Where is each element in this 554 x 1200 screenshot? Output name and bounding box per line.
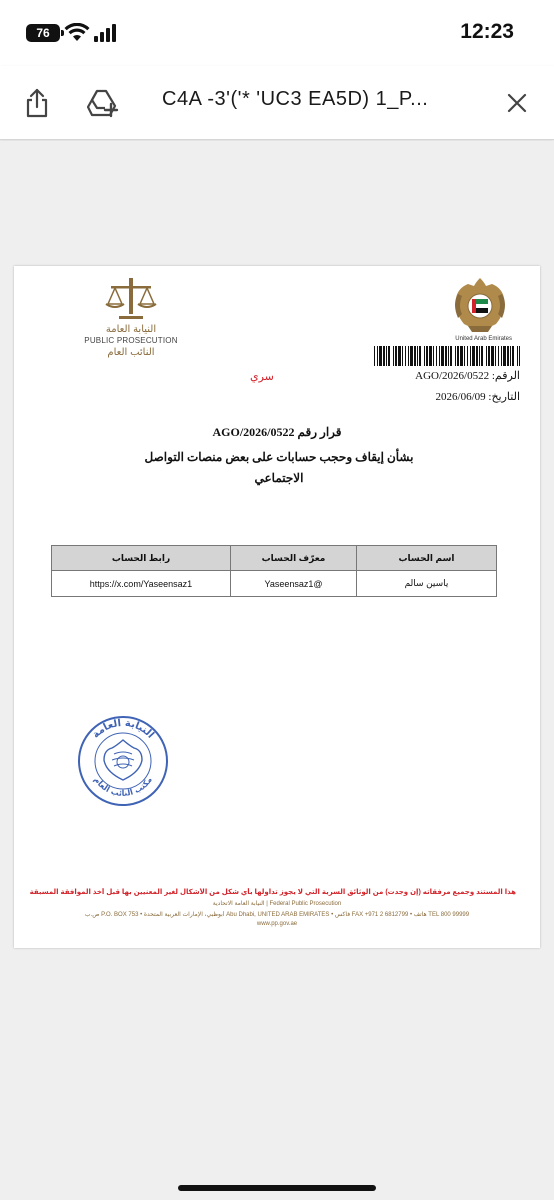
table-row xyxy=(52,571,497,597)
cellular-signal-icon xyxy=(94,24,116,42)
barcode-bar xyxy=(486,346,487,366)
barcode-bar xyxy=(503,346,506,366)
footer-contact: TEL 800 99999 هاتف • FAX +971 2 6812799 فاكس • Abu Dhabi, UNITED ARAB EMIRATES أبوظبي، الإمارات العربية المتحدة • P.O. BOX 753 ص.ب xyxy=(84,912,470,918)
date-line xyxy=(436,390,520,403)
document-page xyxy=(14,266,540,948)
barcode-bar xyxy=(414,346,416,366)
barcode-bar xyxy=(519,346,520,366)
barcode-bar xyxy=(491,346,494,366)
close-icon xyxy=(506,92,528,114)
viewer-toolbar xyxy=(0,66,554,140)
barcode-bar xyxy=(441,346,444,366)
barcode-bar xyxy=(498,346,499,366)
svg-text:مكتب النائب العام xyxy=(92,775,154,798)
barcode-bar xyxy=(455,346,456,366)
barcode-bar xyxy=(460,346,463,366)
reference-value: AGO/2026/0522 xyxy=(415,370,490,382)
barcode-bar xyxy=(426,346,428,366)
classification-label: سري xyxy=(250,371,274,383)
uae-emblem-icon xyxy=(450,274,510,336)
barcode-bar xyxy=(429,346,432,366)
barcode-bar xyxy=(393,346,394,366)
barcode-bar xyxy=(439,346,440,366)
public-prosecution-logo xyxy=(76,276,186,359)
official-stamp-icon xyxy=(76,714,170,808)
barcode-bar xyxy=(424,346,425,366)
barcode-bar xyxy=(501,346,502,366)
column-header-account-link: رابط الحساب xyxy=(52,546,231,571)
barcode-bar xyxy=(467,346,468,366)
decision-label: قرار رقم xyxy=(297,425,342,439)
barcode-bar xyxy=(417,346,418,366)
barcode-bar xyxy=(517,346,518,366)
barcode-bar xyxy=(410,346,413,366)
wifi-icon xyxy=(64,23,90,48)
barcode-bar xyxy=(379,346,382,366)
barcode-bar xyxy=(395,346,397,366)
add-to-drive-icon xyxy=(87,88,119,118)
logo-arabic-subtitle: النائب العام xyxy=(107,347,155,358)
status-bar xyxy=(0,0,554,66)
barcode-bar xyxy=(436,346,437,366)
barcode-bar xyxy=(388,346,390,366)
date-value: 2026/06/09 xyxy=(435,391,486,403)
barcode-bar xyxy=(472,346,475,366)
account-name-cell: ياسين سالم xyxy=(357,571,497,597)
stamp-bottom-text: مكتب النائب العام xyxy=(92,775,154,798)
logo-arabic-name: النيابة العامة xyxy=(105,324,157,335)
barcode-bar xyxy=(398,346,401,366)
reference-label: الرقم: xyxy=(491,370,520,382)
accounts-table xyxy=(51,545,497,597)
decision-subject: بشأن إيقاف وحجب حسابات على بعض منصات التواصل الاجتماعي xyxy=(144,450,414,485)
share-button[interactable] xyxy=(20,86,54,120)
barcode-bar xyxy=(377,346,378,366)
barcode-bar xyxy=(479,346,480,366)
barcode-bar xyxy=(405,346,406,366)
close-button[interactable] xyxy=(500,86,534,120)
footer-organization: Federal Public Prosecution | النيابة العامة الاتحادية xyxy=(212,901,342,907)
barcode-bar xyxy=(445,346,447,366)
barcode-bar xyxy=(495,346,496,366)
stamp-top-text: النيابة العامة xyxy=(90,717,156,741)
barcode-bar xyxy=(488,346,490,366)
barcode-bar xyxy=(476,346,478,366)
column-header-account-id: معرّف الحساب xyxy=(231,546,357,571)
decision-number: AGO/2026/0522 xyxy=(212,425,295,439)
barcode-bar xyxy=(408,346,409,366)
footer-website: www.pp.gov.ae xyxy=(256,921,298,927)
home-indicator[interactable] xyxy=(178,1185,376,1191)
add-to-drive-button[interactable] xyxy=(86,86,120,120)
barcode-bar xyxy=(433,346,434,366)
account-id-cell: @Yaseensaz1 xyxy=(231,571,357,597)
reference-number-line xyxy=(415,369,520,382)
barcode-bar xyxy=(464,346,465,366)
confidentiality-notice: هذا المستند وجميع مرفقاته (إن وجدت) من الوثائق السرية التي لا يجوز تداولها بأي شكل من الأشكال لغير المعنيين بها قبل أخذ الموافقة المسبقة xyxy=(29,889,516,896)
pdf-viewer-area[interactable] xyxy=(0,141,554,1200)
date-label: التاريخ: xyxy=(488,391,520,403)
battery-indicator: 76 xyxy=(26,24,60,42)
scales-of-justice-icon xyxy=(103,276,159,322)
document-barcode xyxy=(374,346,520,366)
barcode-bar xyxy=(470,346,471,366)
share-icon xyxy=(24,88,50,118)
emblem-caption: United Arab Emirates xyxy=(455,336,512,342)
column-header-account-name: اسم الحساب xyxy=(357,546,497,571)
barcode-bar xyxy=(374,346,375,366)
barcode-bar xyxy=(383,346,385,366)
account-link-cell: https://x.com/Yaseensaz1 xyxy=(52,571,231,597)
barcode-bar xyxy=(510,346,511,366)
barcode-bar xyxy=(386,346,387,366)
barcode-bar xyxy=(402,346,403,366)
decision-number-heading xyxy=(14,425,540,440)
document-footer xyxy=(14,888,540,927)
barcode-bar xyxy=(512,346,514,366)
svg-text:النيابة العامة xyxy=(90,718,156,741)
barcode-bar xyxy=(481,346,483,366)
barcode-bar xyxy=(457,346,459,366)
status-time: 12:23 xyxy=(460,20,514,43)
logo-english-name: PUBLIC PROSECUTION xyxy=(84,336,178,345)
barcode-bar xyxy=(450,346,452,366)
file-title: C4A -3'('* 'UC3 EA5D) 1_P... xyxy=(162,88,429,110)
table-header-row xyxy=(52,546,497,571)
barcode-bar xyxy=(507,346,509,366)
barcode-bar xyxy=(448,346,449,366)
barcode-bar xyxy=(419,346,421,366)
